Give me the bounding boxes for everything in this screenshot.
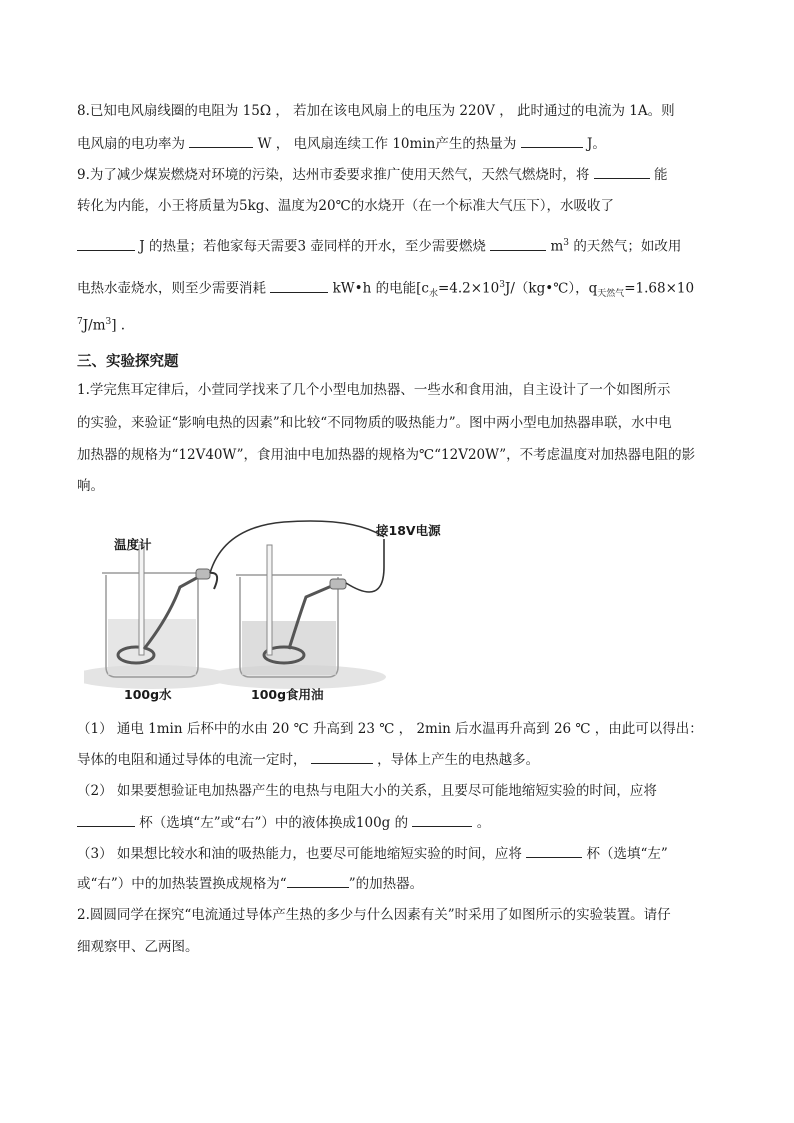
q8-line-2 (77, 133, 727, 154)
q9-text: J 的热量；若他家每天需要3 壶同样的开水，至少需要燃烧 (139, 238, 486, 255)
q8-text: W ， 电风扇连续工作 10min产生的热量为 (257, 136, 517, 152)
e1-sub-2-line-1: （2） 如果要想验证电加热器产生的电热与电阻大小的关系，且要尽可能地缩短实验的时间，应将 (77, 783, 657, 799)
e1-text: （3） 如果想比较水和油的吸热能力，也要尽可能地缩短实验的时间，应将 (77, 846, 522, 862)
q9-line-4 (77, 275, 727, 304)
subscript: 天然气 (597, 289, 625, 300)
e1-text: 或“右”）中的加热装置换成规格为“ (77, 876, 287, 892)
q8-text: 电风扇的电功率为 (77, 136, 185, 152)
superscript: 3 (499, 280, 505, 290)
thermometer-label: 温度计 (114, 537, 152, 552)
e1-text: 。 (476, 815, 491, 831)
superscript: 3 (563, 238, 570, 248)
q9-text: kW•h 的电能[c (332, 280, 429, 297)
answer-blank[interactable] (189, 133, 253, 148)
q9-line-1 (77, 164, 727, 185)
e1-paragraph-line: 1.学完焦耳定律后，小萱同学找来了几个小型电加热器、一些水和食用油，自主设计了一个如图所示 (77, 382, 671, 398)
q9-text: ] . (111, 317, 126, 334)
e1-sub-3-line-1 (77, 843, 727, 864)
superscript: 7 (77, 317, 83, 327)
water-label: 100g水 (124, 687, 172, 702)
e2-paragraph-line: 细观察甲、乙两图。 (77, 939, 199, 955)
e1-text: 导体的电阻和通过导体的电流一定时， (77, 752, 307, 768)
subscript: 水 (428, 289, 438, 300)
q9-line-5 (77, 312, 727, 336)
q9-text: =1.68×10 (624, 280, 695, 297)
q9-text: J/m (82, 317, 106, 334)
e1-paragraph-line: 响。 (77, 478, 104, 494)
q9-text: m (550, 238, 564, 255)
answer-blank[interactable] (490, 236, 546, 251)
q9-text: 电热水壶烧水，则至少需要消耗 (77, 280, 266, 297)
q9-text: 能 (653, 167, 668, 183)
e1-paragraph-line: 的实验，来验证“影响电热的因素”和比较“不同物质的吸热能力”。图中两小型电加热器串联，水中电 (77, 415, 672, 431)
experiment-figure (84, 517, 504, 702)
answer-blank[interactable] (77, 236, 135, 251)
superscript: 3 (105, 317, 112, 327)
answer-blank[interactable] (270, 278, 328, 293)
e1-text: ，导体上产生的电热越多。 (377, 752, 540, 768)
e1-sub-1-line-2 (77, 749, 727, 770)
q8-line-1: 8.已知电风扇线圈的电阻为 15Ω ， 若加在该电风扇上的电压为 220V ， 此时通过的电流为 1A。则 (77, 103, 675, 119)
e2-paragraph-line: 2.圆圆同学在探究“电流通过导体产生热的多少与什么因素有关”时采用了如图所示的实验装置。请仔 (77, 907, 671, 923)
answer-blank[interactable] (526, 843, 582, 858)
q9-text: J/（kg•℃），q (504, 280, 598, 297)
q9-line-3 (77, 233, 727, 257)
e1-sub-3-line-2 (77, 873, 727, 894)
e1-sub-2-line-2 (77, 812, 727, 833)
answer-blank[interactable] (77, 812, 135, 827)
e1-paragraph-line: 加热器的规格为“12V40W”，食用油中电加热器的规格为℃“12V20W”，不考虑温度对加热器电阻的影 (77, 447, 696, 463)
answer-blank[interactable] (594, 164, 650, 179)
q9-text: 9.为了减少煤炭燃烧对环境的污染，达州市委要求推广使用天然气，天然气燃烧时，将 (77, 167, 590, 183)
section-title: 三、实验探究题 (77, 354, 179, 370)
e1-text: 杯（选填“左” (586, 846, 668, 862)
q9-text: 的天然气；如改用 (573, 238, 682, 255)
e1-text: 杯（选填“左”或“右”）中的液体换成100g 的 (139, 815, 409, 831)
answer-blank[interactable] (521, 133, 583, 148)
answer-blank[interactable] (412, 812, 472, 827)
q8-text: J。 (586, 136, 606, 152)
q9-text: =4.2×10 (437, 280, 500, 297)
e1-sub-1-line-1: （1） 通电 1min 后杯中的水由 20 ℃ 升高到 23 ℃ ， 2min 后水温再升高到 26 ℃ ，由此可以得出： (77, 721, 703, 737)
oil-label: 100g食用油 (251, 687, 324, 702)
answer-blank[interactable] (287, 873, 349, 888)
answer-blank[interactable] (311, 749, 373, 764)
power-source-label: 接18V电源 (376, 523, 441, 538)
q9-line-2: 转化为内能，小王将质量为5kg、温度为20℃的水烧开（在一个标准大气压下），水吸收了 (77, 198, 614, 214)
e1-text: ”的加热器。 (348, 876, 424, 892)
